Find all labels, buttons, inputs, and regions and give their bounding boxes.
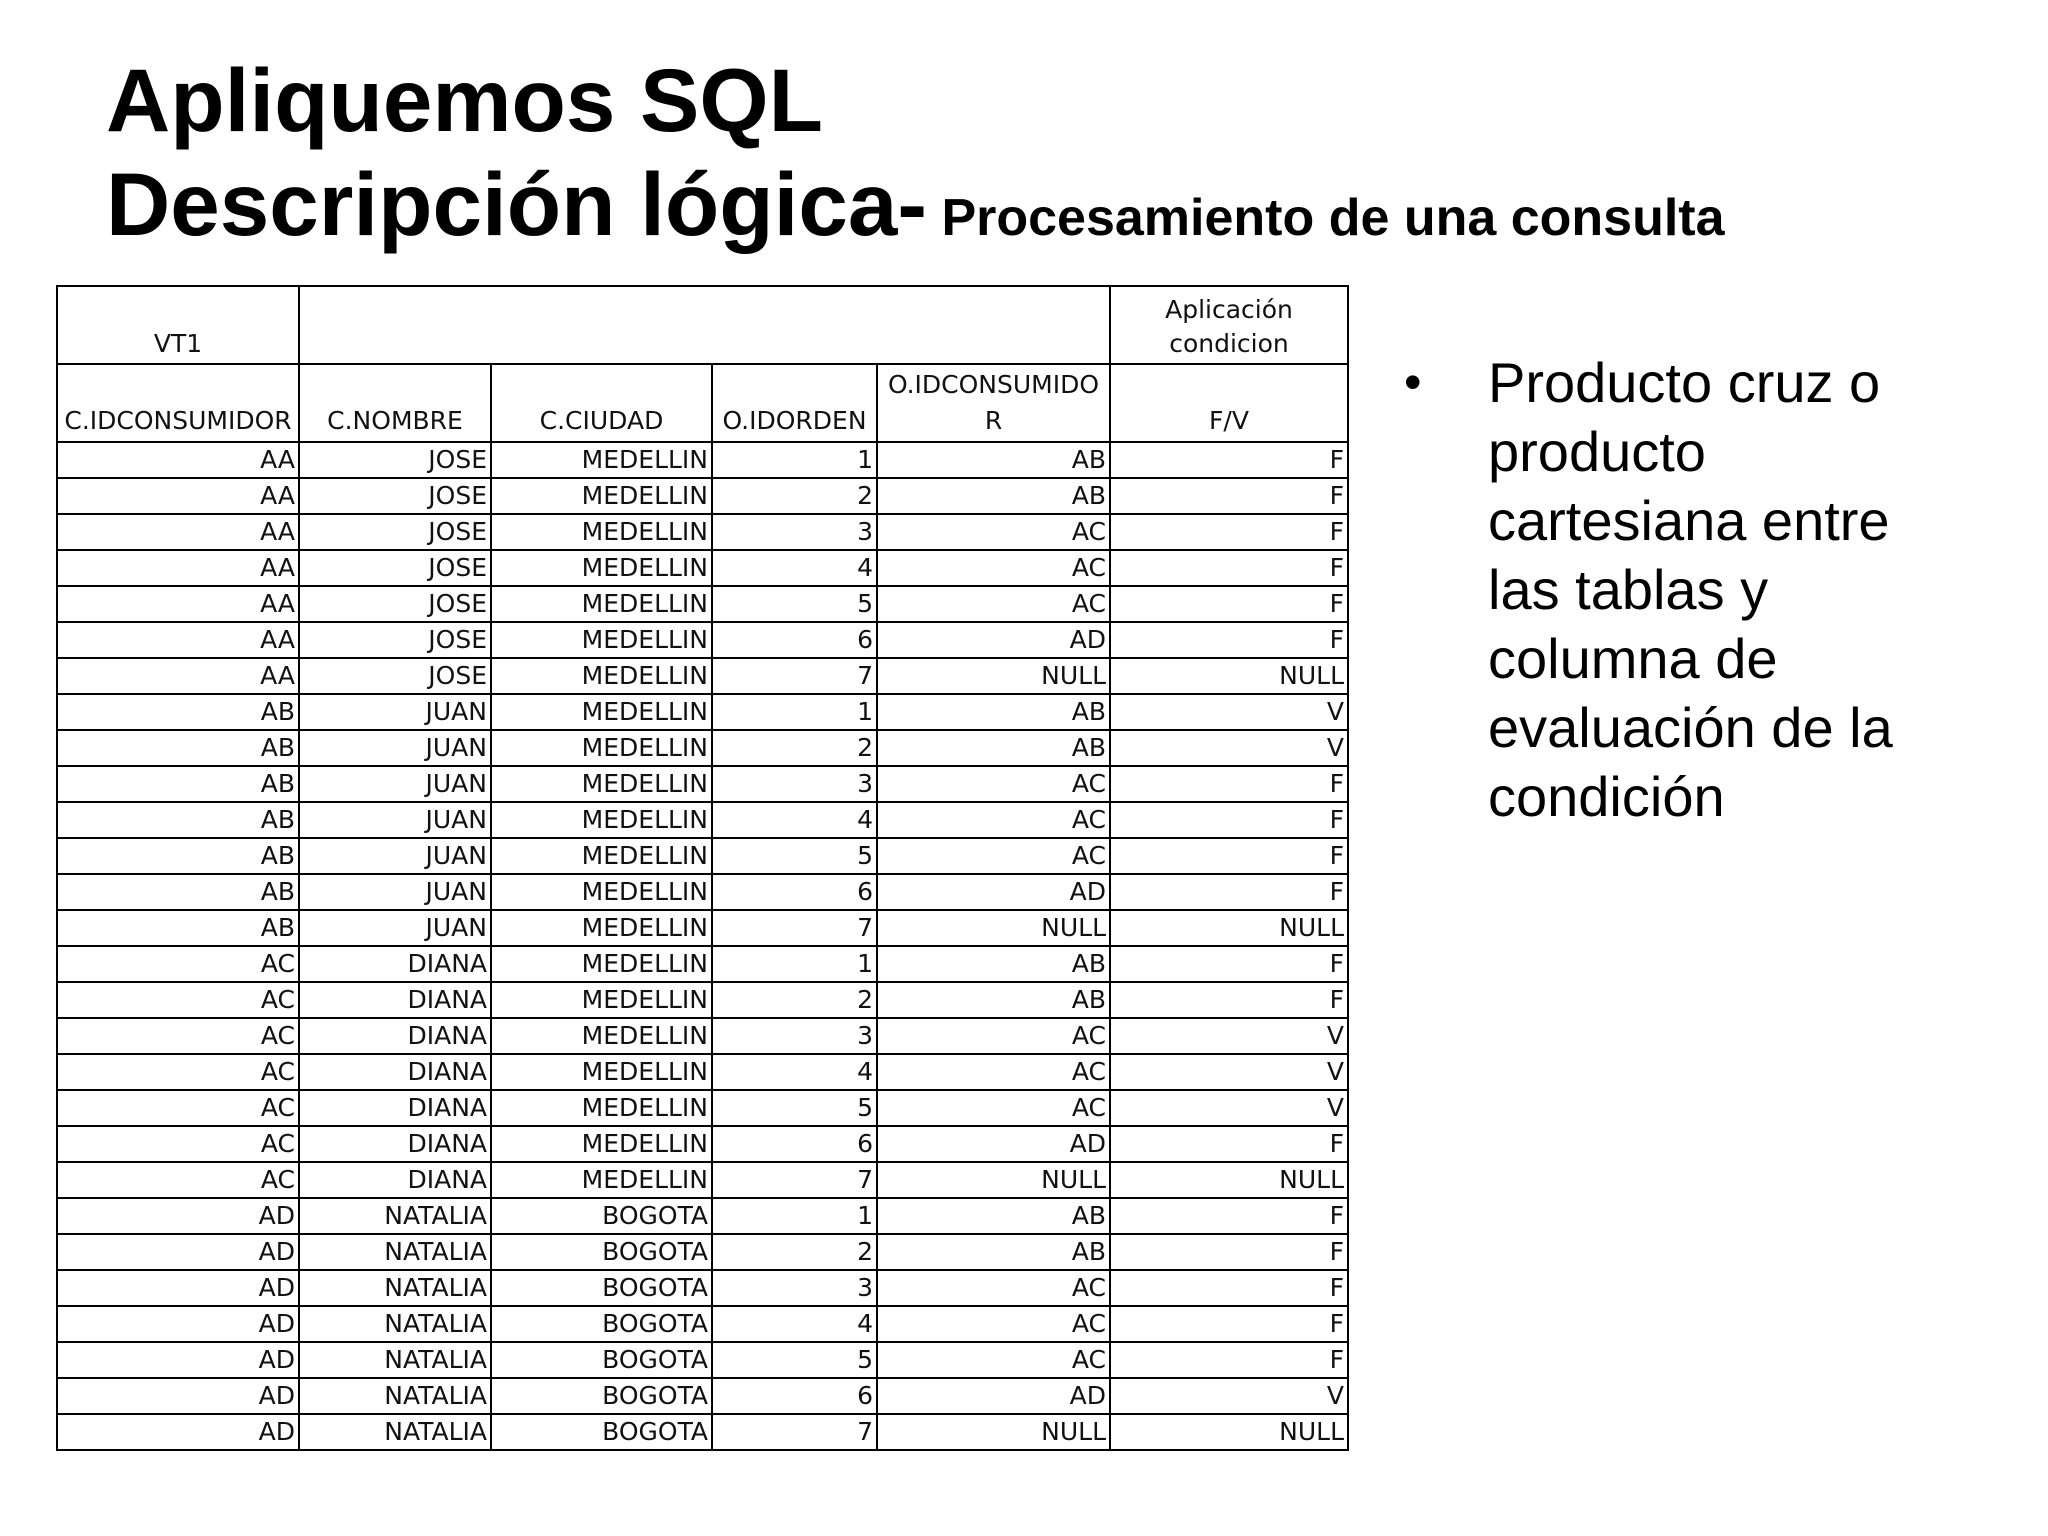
table-row xyxy=(57,946,1348,982)
table-row xyxy=(57,658,1348,694)
table-cell: JUAN xyxy=(299,838,491,874)
table-cell: 2 xyxy=(712,478,877,514)
table-cell: F xyxy=(1110,946,1348,982)
table-cell: MEDELLIN xyxy=(491,946,712,982)
table-column-header-row xyxy=(57,364,1348,442)
table-cell: AD xyxy=(877,622,1110,658)
table-cell: 4 xyxy=(712,802,877,838)
table-cell: AA xyxy=(57,478,299,514)
table-cell: AB xyxy=(877,694,1110,730)
table-cell: F xyxy=(1110,766,1348,802)
table-body xyxy=(57,286,1348,1450)
table-cell: AD xyxy=(877,874,1110,910)
table-cell: AD xyxy=(57,1378,299,1414)
table-cell: 6 xyxy=(712,1126,877,1162)
table-cell: AB xyxy=(57,910,299,946)
table-cell: 5 xyxy=(712,1342,877,1378)
table-cell: AB xyxy=(57,802,299,838)
table-cell: AC xyxy=(877,1270,1110,1306)
table-row xyxy=(57,1090,1348,1126)
table-cell: BOGOTA xyxy=(491,1378,712,1414)
table-cell: 4 xyxy=(712,1306,877,1342)
table-row xyxy=(57,1198,1348,1234)
table-cell: JOSE xyxy=(299,514,491,550)
table-cell: AB xyxy=(877,1234,1110,1270)
table-cell: 4 xyxy=(712,550,877,586)
table-cell: BOGOTA xyxy=(491,1234,712,1270)
table-cell: AB xyxy=(57,874,299,910)
table-cell: V xyxy=(1110,730,1348,766)
table-cell: F xyxy=(1110,1126,1348,1162)
table-cell: F xyxy=(1110,802,1348,838)
table-cell: DIANA xyxy=(299,1090,491,1126)
table-cell: AC xyxy=(57,946,299,982)
table-cell: JOSE xyxy=(299,550,491,586)
table-cell: NULL xyxy=(1110,910,1348,946)
table-cell: AD xyxy=(57,1234,299,1270)
table-cell: AD xyxy=(57,1270,299,1306)
table-row xyxy=(57,550,1348,586)
title-line-2 xyxy=(106,154,1725,264)
table-cell: BOGOTA xyxy=(491,1198,712,1234)
table-cell: JOSE xyxy=(299,658,491,694)
table-row xyxy=(57,1126,1348,1162)
table-cell: MEDELLIN xyxy=(491,1018,712,1054)
table-cell: AD xyxy=(877,1378,1110,1414)
table-cell: 7 xyxy=(712,910,877,946)
table-group-header-row xyxy=(57,286,1348,364)
table-row xyxy=(57,982,1348,1018)
column-header: O.IDCONSUMIDOR xyxy=(877,364,1110,442)
table-cell: NULL xyxy=(877,1414,1110,1450)
table-cell: MEDELLIN xyxy=(491,694,712,730)
table-row xyxy=(57,1270,1348,1306)
table-cell: F xyxy=(1110,1270,1348,1306)
table-cell: AC xyxy=(57,1018,299,1054)
table-cell: AC xyxy=(877,802,1110,838)
table-cell: NATALIA xyxy=(299,1234,491,1270)
table-cell: 7 xyxy=(712,658,877,694)
table-row xyxy=(57,622,1348,658)
table-cell: MEDELLIN xyxy=(491,1126,712,1162)
table-cell: JUAN xyxy=(299,766,491,802)
table-row xyxy=(57,1162,1348,1198)
table-cell: V xyxy=(1110,1090,1348,1126)
table-row xyxy=(57,1414,1348,1450)
table-cell: 5 xyxy=(712,586,877,622)
table-cell: MEDELLIN xyxy=(491,1162,712,1198)
table-cell: MEDELLIN xyxy=(491,874,712,910)
table-row xyxy=(57,1306,1348,1342)
table-cell: 3 xyxy=(712,514,877,550)
table-cell: AD xyxy=(57,1198,299,1234)
table-cell: AB xyxy=(877,946,1110,982)
table-row xyxy=(57,1018,1348,1054)
table-cell: NATALIA xyxy=(299,1306,491,1342)
table-cell: JOSE xyxy=(299,622,491,658)
table-cell: 2 xyxy=(712,1234,877,1270)
table-cell: 5 xyxy=(712,1090,877,1126)
table-cell: AC xyxy=(57,1162,299,1198)
table-cell: F xyxy=(1110,550,1348,586)
table-row xyxy=(57,694,1348,730)
table-cell: AC xyxy=(877,514,1110,550)
table-cell: AC xyxy=(877,1018,1110,1054)
table-cell: 1 xyxy=(712,1198,877,1234)
table-cell: 1 xyxy=(712,694,877,730)
table-row xyxy=(57,802,1348,838)
table-row xyxy=(57,1378,1348,1414)
table-cell: F xyxy=(1110,514,1348,550)
table-cell: MEDELLIN xyxy=(491,442,712,478)
table-cell: MEDELLIN xyxy=(491,478,712,514)
table-cell: AB xyxy=(877,442,1110,478)
table-row xyxy=(57,838,1348,874)
table-cell: NATALIA xyxy=(299,1198,491,1234)
table-cell: MEDELLIN xyxy=(491,730,712,766)
table-cell: NULL xyxy=(1110,1162,1348,1198)
table-cell: AC xyxy=(57,982,299,1018)
table-cell: JOSE xyxy=(299,478,491,514)
table-cell: DIANA xyxy=(299,982,491,1018)
table-cell: AB xyxy=(877,1198,1110,1234)
table-cell: AB xyxy=(57,838,299,874)
table-cell: 3 xyxy=(712,766,877,802)
table-blank-header xyxy=(299,286,1110,364)
table-cell: AA xyxy=(57,622,299,658)
title-subtitle: Procesamiento de una consulta xyxy=(927,189,1725,247)
column-header: F/V xyxy=(1110,364,1348,442)
table-cell: AB xyxy=(877,982,1110,1018)
title-main: Descripción lógica- xyxy=(106,154,927,254)
table-cell: F xyxy=(1110,982,1348,1018)
table-cell: DIANA xyxy=(299,1054,491,1090)
table-cell: MEDELLIN xyxy=(491,1054,712,1090)
table-cell: AC xyxy=(57,1054,299,1090)
table-row xyxy=(57,514,1348,550)
table-cell: BOGOTA xyxy=(491,1270,712,1306)
table-cell: 2 xyxy=(712,982,877,1018)
table-cell: V xyxy=(1110,694,1348,730)
table-cell: AC xyxy=(57,1126,299,1162)
table-cell: JUAN xyxy=(299,730,491,766)
table-row xyxy=(57,730,1348,766)
table-cell: JUAN xyxy=(299,910,491,946)
table-cell: AD xyxy=(57,1414,299,1450)
table-cell: NATALIA xyxy=(299,1270,491,1306)
table-cell: AB xyxy=(57,766,299,802)
table-cell: F xyxy=(1110,1306,1348,1342)
table-cell: 1 xyxy=(712,442,877,478)
table-cell: 6 xyxy=(712,1378,877,1414)
table-row xyxy=(57,478,1348,514)
table-cell: 5 xyxy=(712,838,877,874)
table-cell: DIANA xyxy=(299,1126,491,1162)
table-cell: AB xyxy=(877,478,1110,514)
table-row xyxy=(57,586,1348,622)
table-cell: AA xyxy=(57,550,299,586)
table-cell: F xyxy=(1110,586,1348,622)
table-row xyxy=(57,1054,1348,1090)
table-cell: NULL xyxy=(1110,1414,1348,1450)
table-cell: BOGOTA xyxy=(491,1342,712,1378)
table-label: VT1 xyxy=(57,286,299,364)
bullet-dot-icon: • xyxy=(1404,354,1422,410)
table-cell: AC xyxy=(877,766,1110,802)
bullet-item xyxy=(1404,348,1964,831)
column-header: C.IDCONSUMIDOR xyxy=(57,364,299,442)
table-cell: AC xyxy=(57,1090,299,1126)
table-cell: MEDELLIN xyxy=(491,982,712,1018)
bullet-text: Producto cruz o producto cartesiana entre las tablas y columna de evaluación de la condición xyxy=(1488,351,1893,828)
table-cell: 7 xyxy=(712,1414,877,1450)
table-cell: DIANA xyxy=(299,946,491,982)
table-cell: AA xyxy=(57,586,299,622)
table-cell: MEDELLIN xyxy=(491,838,712,874)
table-cell: MEDELLIN xyxy=(491,766,712,802)
table-cell: V xyxy=(1110,1378,1348,1414)
table-cell: 6 xyxy=(712,874,877,910)
table-cell: MEDELLIN xyxy=(491,514,712,550)
table-cell: MEDELLIN xyxy=(491,658,712,694)
table-cell: F xyxy=(1110,622,1348,658)
condition-group-header: Aplicación condicion xyxy=(1110,286,1348,364)
table-cell: AB xyxy=(57,730,299,766)
table-cell: NATALIA xyxy=(299,1342,491,1378)
table-cell: F xyxy=(1110,838,1348,874)
table-cell: MEDELLIN xyxy=(491,802,712,838)
table-cell: AC xyxy=(877,1342,1110,1378)
table-cell: NULL xyxy=(877,910,1110,946)
table-cell: 7 xyxy=(712,1162,877,1198)
table-cell: MEDELLIN xyxy=(491,622,712,658)
table-cell: JOSE xyxy=(299,586,491,622)
table-cell: JUAN xyxy=(299,874,491,910)
table-row xyxy=(57,442,1348,478)
table-cell: AA xyxy=(57,442,299,478)
table-cell: NATALIA xyxy=(299,1414,491,1450)
table-cell: AC xyxy=(877,550,1110,586)
table-row xyxy=(57,1342,1348,1378)
column-header: C.NOMBRE xyxy=(299,364,491,442)
table-cell: 4 xyxy=(712,1054,877,1090)
table-cell: BOGOTA xyxy=(491,1414,712,1450)
table-cell: MEDELLIN xyxy=(491,1090,712,1126)
table-cell: MEDELLIN xyxy=(491,550,712,586)
table-cell: AC xyxy=(877,1090,1110,1126)
table-cell: MEDELLIN xyxy=(491,586,712,622)
table-cell: AB xyxy=(57,694,299,730)
table-cell: AA xyxy=(57,658,299,694)
table-row xyxy=(57,910,1348,946)
table-cell: JUAN xyxy=(299,802,491,838)
vt1-table xyxy=(56,285,1349,1451)
column-header: C.CIUDAD xyxy=(491,364,712,442)
table-cell: V xyxy=(1110,1054,1348,1090)
table-cell: F xyxy=(1110,1198,1348,1234)
table-row xyxy=(57,1234,1348,1270)
title-line-1: Apliquemos SQL xyxy=(106,50,823,150)
bullet-list xyxy=(1404,348,1964,831)
table-cell: 2 xyxy=(712,730,877,766)
table-row xyxy=(57,874,1348,910)
table-cell: AA xyxy=(57,514,299,550)
table-cell: F xyxy=(1110,1342,1348,1378)
table-cell: 3 xyxy=(712,1270,877,1306)
table-cell: 6 xyxy=(712,622,877,658)
table-cell: F xyxy=(1110,1234,1348,1270)
table-cell: F xyxy=(1110,874,1348,910)
table-cell: AC xyxy=(877,838,1110,874)
table-cell: NULL xyxy=(877,1162,1110,1198)
table-cell: F xyxy=(1110,442,1348,478)
table-cell: V xyxy=(1110,1018,1348,1054)
table-cell: MEDELLIN xyxy=(491,910,712,946)
table-cell: BOGOTA xyxy=(491,1306,712,1342)
slide-title xyxy=(106,50,1725,264)
table-cell: F xyxy=(1110,478,1348,514)
table-cell: 3 xyxy=(712,1018,877,1054)
table-cell: AD xyxy=(57,1342,299,1378)
table-cell: 1 xyxy=(712,946,877,982)
table-cell: NULL xyxy=(1110,658,1348,694)
table-cell: AC xyxy=(877,1054,1110,1090)
table-cell: AD xyxy=(57,1306,299,1342)
column-header: O.IDORDEN xyxy=(712,364,877,442)
table-row xyxy=(57,766,1348,802)
table-cell: AB xyxy=(877,730,1110,766)
table-cell: DIANA xyxy=(299,1162,491,1198)
table-cell: NATALIA xyxy=(299,1378,491,1414)
table-cell: JOSE xyxy=(299,442,491,478)
table-cell: AC xyxy=(877,586,1110,622)
table-cell: AC xyxy=(877,1306,1110,1342)
table-cell: NULL xyxy=(877,658,1110,694)
table-cell: DIANA xyxy=(299,1018,491,1054)
table-cell: JUAN xyxy=(299,694,491,730)
table-cell: AD xyxy=(877,1126,1110,1162)
